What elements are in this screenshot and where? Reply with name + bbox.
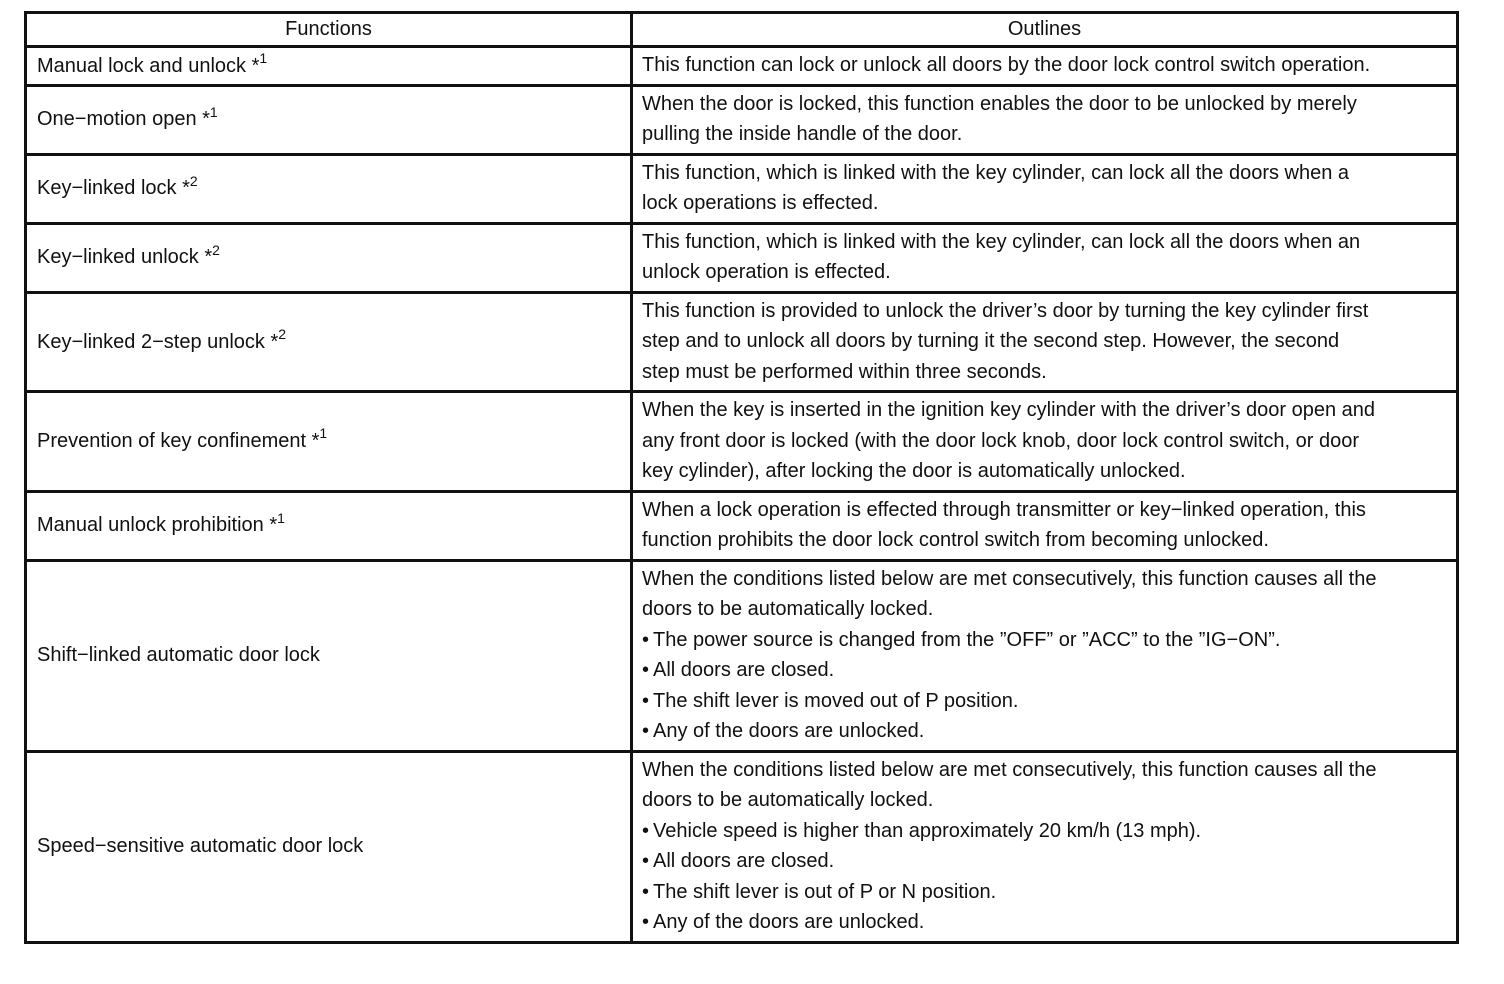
table-row — [26, 560, 1458, 751]
table-row — [26, 751, 1458, 942]
function-cell — [26, 292, 632, 392]
outline-text-line: step and to unlock all doors by turning it the second step. However, the second — [642, 330, 1340, 352]
table-row — [26, 47, 1458, 86]
bullet-icon: • — [642, 659, 650, 681]
function-name: Manual lock and unlock * — [37, 54, 260, 77]
bullet-icon: • — [642, 720, 650, 742]
function-name: Key−linked 2−step unlock * — [37, 330, 279, 353]
bullet-text: The power source is changed from the ”OFF” or ”ACC” to the ”IG−ON”. — [653, 628, 1281, 651]
bullet-text: Any of the doors are unlocked. — [653, 911, 925, 933]
outline-text-line: lock operations is effected. — [642, 192, 879, 214]
outline-cell — [632, 751, 1458, 942]
condition-bullet-item — [642, 877, 1446, 908]
outline-cell — [632, 560, 1458, 751]
outline-cell — [632, 292, 1458, 392]
function-cell — [26, 560, 632, 751]
outline-cell — [632, 223, 1458, 292]
bullet-icon: • — [642, 628, 650, 651]
bullet-text: Any of the doors are unlocked. — [653, 720, 925, 742]
footnote-marker: 1 — [277, 509, 285, 526]
function-name: Key−linked lock * — [37, 177, 190, 200]
outline-text-line: When the key is inserted in the ignition key cylinder with the driver’s door open and — [642, 399, 1375, 421]
outline-text-line: When a lock operation is effected through transmitter or key−linked operation, this — [642, 498, 1366, 521]
table-header-row — [26, 13, 1458, 47]
function-cell — [26, 154, 632, 223]
footnote-marker: 2 — [189, 172, 198, 189]
outline-text-line: function prohibits the door lock control switch from becoming unlocked. — [642, 529, 1269, 551]
table-row — [26, 223, 1458, 292]
bullet-icon: • — [642, 689, 650, 712]
bullet-text: Vehicle speed is higher than approximately 20 km/h (13 mph). — [653, 819, 1202, 842]
function-name: Manual unlock prohibition * — [37, 514, 278, 537]
footnote-marker: 2 — [278, 325, 287, 342]
outline-text-line: This function, which is linked with the key cylinder, can lock all the doors when an — [642, 230, 1361, 253]
function-name: Key−linked unlock * — [37, 246, 213, 269]
functions-column-header: Functions — [26, 13, 632, 47]
function-cell — [26, 47, 632, 86]
function-cell — [26, 223, 632, 292]
footnote-marker: 1 — [209, 103, 218, 120]
condition-bullet-item — [642, 816, 1446, 847]
outline-text-line: When the conditions listed below are met consecutively, this function causes all the — [642, 758, 1377, 781]
outline-cell — [632, 47, 1458, 86]
bullet-icon: • — [642, 911, 650, 933]
outline-text-line: unlock operation is effected. — [642, 261, 891, 283]
condition-bullet-item — [642, 846, 1446, 877]
functions-table — [24, 11, 1459, 944]
outline-text-line: When the conditions listed below are met consecutively, this function causes all the — [642, 567, 1377, 590]
function-name: Prevention of key confinement * — [37, 430, 320, 452]
bullet-text: All doors are closed. — [653, 659, 835, 681]
condition-bullet-item — [642, 655, 1446, 686]
outline-text-line: When the door is locked, this function enables the door to be unlocked by merely — [642, 92, 1357, 115]
outline-text-line: doors to be automatically locked. — [642, 789, 934, 811]
outline-cell — [632, 392, 1458, 492]
function-name: Shift−linked automatic door lock — [37, 644, 320, 667]
footnote-marker: 1 — [259, 49, 268, 66]
outline-text-line: step must be performed within three seconds. — [642, 360, 1047, 383]
function-cell — [26, 491, 632, 560]
bullet-icon: • — [642, 880, 650, 903]
function-cell — [26, 392, 632, 492]
table-row — [26, 85, 1458, 154]
condition-bullet-item — [642, 907, 1446, 938]
condition-bullet-item — [642, 625, 1446, 656]
outlines-column-header: Outlines — [632, 13, 1458, 47]
outline-text-line: key cylinder), after locking the door is automatically unlocked. — [642, 460, 1186, 482]
condition-bullet-item — [642, 716, 1446, 747]
bullet-text: The shift lever is moved out of P position. — [653, 689, 1019, 712]
bullet-icon: • — [642, 850, 650, 872]
outline-text-line: pulling the inside handle of the door. — [642, 123, 963, 145]
outline-cell — [632, 154, 1458, 223]
table-body — [26, 47, 1458, 943]
bullet-icon: • — [642, 819, 650, 842]
table-row — [26, 491, 1458, 560]
condition-bullet-item — [642, 686, 1446, 717]
table-row — [26, 292, 1458, 392]
bullet-text: The shift lever is out of P or N position. — [653, 880, 997, 903]
outline-cell — [632, 85, 1458, 154]
function-cell — [26, 751, 632, 942]
outline-cell — [632, 491, 1458, 560]
footnote-marker: 1 — [319, 425, 328, 442]
outline-text-line: This function can lock or unlock all doors by the door lock control switch operation. — [642, 54, 1371, 76]
table-row — [26, 392, 1458, 492]
outline-text-line: doors to be automatically locked. — [642, 598, 934, 620]
outline-text-line: This function, which is linked with the key cylinder, can lock all the doors when a — [642, 161, 1350, 184]
footnote-marker: 2 — [212, 241, 220, 258]
outline-text-line: any front door is locked (with the door lock knob, door lock control switch, or door — [642, 429, 1360, 452]
table-row — [26, 154, 1458, 223]
function-name: One−motion open * — [37, 108, 210, 131]
function-name: Speed−sensitive automatic door lock — [37, 835, 364, 858]
bullet-text: All doors are closed. — [653, 850, 835, 872]
function-cell — [26, 85, 632, 154]
outline-text-line: This function is provided to unlock the driver’s door by turning the key cylinder first — [642, 299, 1369, 322]
